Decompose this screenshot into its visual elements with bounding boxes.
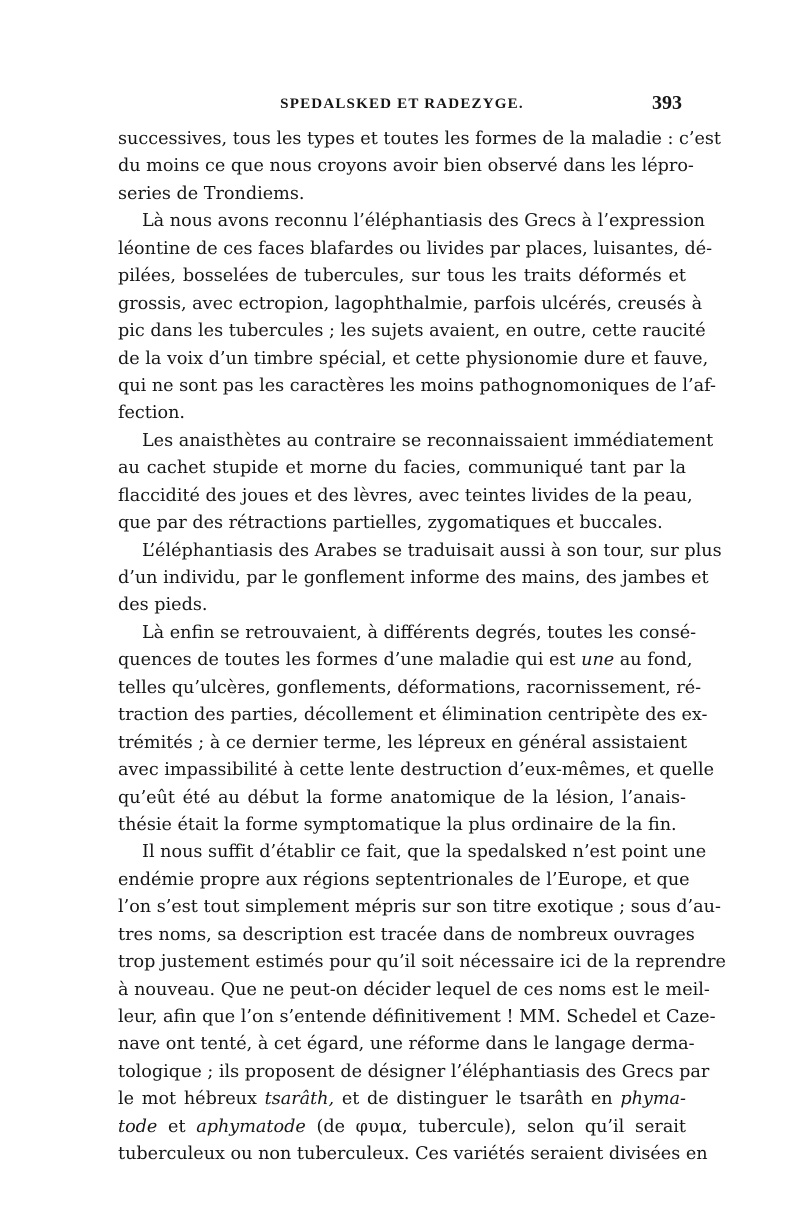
text-segment: qu’eût été au début la forme anatomique de la lésion, l’anais- <box>118 787 686 808</box>
text-segment: tuberculeux ou non tuberculeux. Ces variétés seraient divisées en <box>118 1144 708 1165</box>
text-segment: des pieds. <box>118 595 208 616</box>
text-line <box>118 263 686 290</box>
text-line <box>118 894 721 921</box>
text-line <box>118 620 697 647</box>
text-line <box>118 510 686 537</box>
text-line <box>118 785 686 812</box>
body-text <box>118 126 726 1169</box>
text-line <box>118 757 715 784</box>
text-line <box>118 1004 716 1031</box>
text-line <box>118 455 686 482</box>
italic-text: tode <box>118 1116 158 1137</box>
text-line <box>118 318 706 345</box>
text-segment: traction des parties, décollement et élimination centripète des ex- <box>118 705 708 726</box>
text-segment: telles qu’ulcères, gonflements, déformations, racornissement, ré- <box>118 677 702 698</box>
text-segment: thésie était la forme symptomatique la plus ordinaire de la fin. <box>118 814 677 835</box>
text-line <box>118 977 710 1004</box>
text-line <box>118 1059 710 1086</box>
text-segment: successives, tous les types et toutes les formes de la maladie : c’est <box>118 129 722 149</box>
text-segment: d’un individu, par le gonflement informe des mains, des jambes et <box>118 568 709 588</box>
text-segment: avec impassibilité à cette lente destruction d’eux-mêmes, et quelle <box>118 760 715 781</box>
text-line <box>118 949 726 976</box>
text-line <box>118 400 686 427</box>
text-segment: endémie propre aux régions septentrionales de l’Europe, et que <box>118 869 690 890</box>
text-segment: de la voix d’un timbre spécial, et cette physionomie dure et fauve, <box>118 348 709 369</box>
text-segment: quences de toutes les formes d’une maladie qui est <box>118 650 582 671</box>
text-line <box>118 647 693 674</box>
running-title: SPEDALSKED ET RADEZYGE. <box>280 96 524 112</box>
text-line <box>118 236 713 263</box>
text-line <box>118 126 722 153</box>
text-segment: Là nous avons reconnu l’éléphantiasis des Grecs à l’expression <box>142 211 705 232</box>
page-number: 393 <box>652 92 682 114</box>
text-segment: Il nous suffit d’établir ce fait, que la spedalsked n’est point une <box>142 842 707 863</box>
italic-text: phyma- <box>620 1089 686 1110</box>
text-line <box>118 730 686 757</box>
text-line <box>118 153 694 180</box>
text-segment: fection. <box>118 403 185 424</box>
text-segment: grossis, avec ectropion, lagophthalmie, parfois ulcérés, creusés à <box>118 293 703 314</box>
text-line <box>118 675 702 702</box>
text-segment: au fond, <box>614 650 693 671</box>
text-segment: trémités ; à ce dernier terme, les lépreux en général assistaient <box>118 732 688 753</box>
text-segment: pilées, bosselées de tubercules, sur tous les traits déformés et <box>118 266 686 287</box>
text-line <box>118 867 690 894</box>
text-line <box>118 812 686 839</box>
text-segment: léontine de ces faces blafardes ou livides par places, luisantes, dé- <box>118 238 713 259</box>
text-line <box>118 208 705 235</box>
text-segment: du moins ce que nous croyons avoir bien observé dans les lépro- <box>118 156 694 177</box>
text-segment: qui ne sont pas les caractères les moins pathognomoniques de l’af- <box>118 375 716 396</box>
text-segment: leur, afin que l’on s’entende définitivement ! MM. Schedel et Caze- <box>118 1007 716 1027</box>
text-line <box>118 922 695 949</box>
text-line <box>118 483 693 510</box>
text-segment: et de distinguer le tsarâth en <box>334 1089 621 1110</box>
text-line <box>118 1141 708 1168</box>
italic-text: tsarâth, <box>264 1089 335 1110</box>
text-line <box>118 565 709 592</box>
text-segment: tologique ; ils proposent de désigner l’éléphantiasis des Grecs par <box>118 1061 710 1082</box>
text-line <box>118 1114 686 1141</box>
text-segment: le mot hébreux <box>118 1089 265 1110</box>
text-segment: series de Trondiems. <box>118 183 305 204</box>
text-segment: tres noms, sa description est tracée dans de nombreux ouvrages <box>118 924 695 945</box>
text-line <box>118 181 686 208</box>
italic-text: une <box>581 650 615 671</box>
text-segment: Les anaisthètes au contraire se reconnaissaient immédiatement <box>142 430 714 451</box>
text-segment: (de φυμα, tubercule), selon qu’il serait <box>305 1116 687 1137</box>
text-segment: que par des rétractions partielles, zygomatiques et buccales. <box>118 513 663 534</box>
text-segment: Là enfin se retrouvaient, à différents degrés, toutes les consé- <box>142 622 697 643</box>
text-segment: L’éléphantiasis des Arabes se traduisait aussi à son tour, sur plus <box>142 540 722 561</box>
text-line <box>118 291 703 318</box>
text-line <box>118 538 722 565</box>
text-segment: et <box>157 1116 197 1137</box>
text-segment: l’on s’est tout simplement mépris sur son titre exotique ; sous d’au- <box>118 897 721 918</box>
text-segment: pic dans les tubercules ; les sujets avaient, en outre, cette raucité <box>118 321 706 342</box>
text-line <box>118 346 709 373</box>
text-segment: à nouveau. Que ne peut-on décider lequel de ces noms est le meil- <box>118 979 710 1000</box>
italic-text: aphymatode <box>196 1116 306 1137</box>
text-segment: flaccidité des joues et des lèvres, avec teintes livides de la peau, <box>118 485 693 506</box>
text-line <box>118 702 708 729</box>
text-line <box>118 592 686 619</box>
text-line <box>118 428 714 455</box>
text-segment: nave ont tenté, à cet égard, une réforme dans le langage derma- <box>118 1034 695 1055</box>
text-line <box>118 839 707 866</box>
text-line <box>118 1031 695 1058</box>
text-segment: trop justement estimés pour qu’il soit nécessaire ici de la reprendre <box>118 952 726 973</box>
text-segment: au cachet stupide et morne du facies, communiqué tant par la <box>118 458 686 479</box>
running-head <box>118 92 686 122</box>
text-line <box>118 373 716 400</box>
text-line <box>118 1086 686 1113</box>
